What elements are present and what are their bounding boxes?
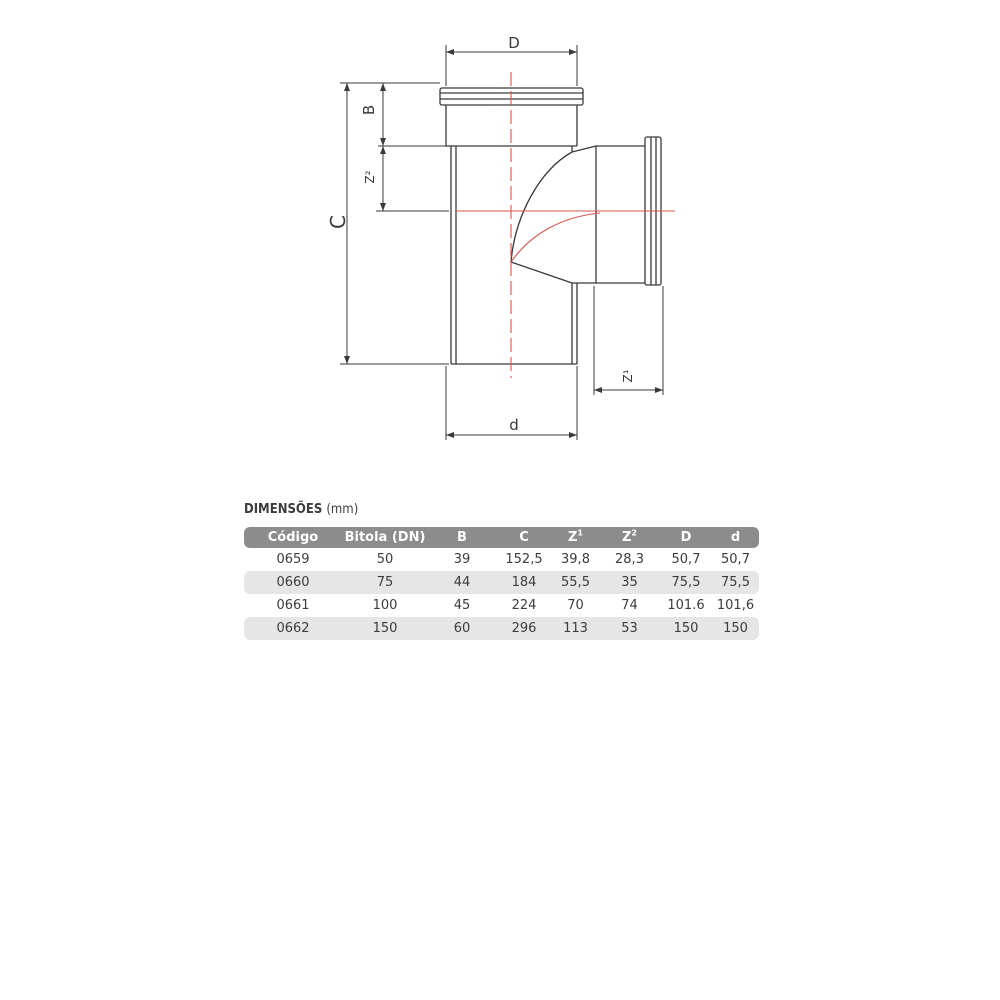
cell-d: 150 bbox=[712, 617, 759, 640]
header-Z1: $Z^1$ bbox=[552, 527, 599, 548]
tee-fitting-drawing bbox=[0, 0, 1000, 480]
header-bitola: Bitola (DN) bbox=[342, 527, 428, 548]
cell-B: 45 bbox=[453, 598, 471, 613]
cell-Z2: 74 bbox=[621, 598, 638, 613]
cell-C: 224 bbox=[511, 598, 537, 613]
cell-C: 296 bbox=[496, 617, 552, 640]
cell-codigo: 0661 bbox=[276, 598, 310, 613]
cell-B: 60 bbox=[428, 617, 496, 640]
dimensions-section bbox=[244, 500, 759, 640]
cell-D: 75,5 bbox=[660, 571, 712, 594]
cell-B: 44 bbox=[428, 571, 496, 594]
cell-D: 150 bbox=[660, 617, 712, 640]
cell-D: 50,7 bbox=[671, 552, 701, 567]
cell-codigo: 0659 bbox=[276, 552, 310, 567]
cell-Z2: 28,3 bbox=[615, 552, 644, 567]
main-body bbox=[451, 146, 577, 364]
dimensions-title: DIMENSÕES (mm) bbox=[244, 502, 359, 517]
dimensions-table bbox=[244, 527, 759, 640]
dimension-lines bbox=[340, 45, 663, 440]
cell-d: 50,7 bbox=[721, 552, 750, 567]
cell-codigo: 0660 bbox=[244, 571, 342, 594]
label-Z1: Z¹ bbox=[621, 369, 635, 383]
header-codigo: Código bbox=[244, 527, 342, 548]
cell-bitola: 50 bbox=[376, 552, 394, 567]
dimensions-unit: (mm) bbox=[326, 502, 359, 517]
cell-Z1: 55,5 bbox=[552, 571, 599, 594]
header-d: d bbox=[712, 527, 759, 548]
cell-Z2: 35 bbox=[599, 571, 660, 594]
cell-B: 39 bbox=[453, 552, 471, 567]
cell-d: 101,6 bbox=[716, 598, 755, 613]
cell-bitola: 75 bbox=[342, 571, 428, 594]
label-D: D bbox=[508, 34, 520, 52]
label-Z2: Z² bbox=[363, 170, 377, 184]
table-row bbox=[244, 594, 759, 617]
header-B: B bbox=[428, 527, 496, 548]
cell-Z2: 53 bbox=[599, 617, 660, 640]
cell-D: 101.6 bbox=[667, 598, 705, 613]
cell-Z1: 113 bbox=[552, 617, 599, 640]
table-row bbox=[244, 617, 759, 640]
dimension-arrows bbox=[344, 49, 663, 438]
cell-d: 75,5 bbox=[712, 571, 759, 594]
label-B: B bbox=[360, 104, 378, 116]
centerlines bbox=[456, 72, 675, 378]
cell-bitola: 150 bbox=[342, 617, 428, 640]
label-C: C bbox=[326, 215, 350, 229]
cell-Z1: 39,8 bbox=[561, 552, 590, 567]
cell-C: 152,5 bbox=[505, 552, 543, 567]
cell-bitola: 100 bbox=[372, 598, 398, 613]
cell-codigo: 0662 bbox=[244, 617, 342, 640]
cell-Z1: 70 bbox=[567, 598, 584, 613]
header-D: D bbox=[660, 527, 712, 548]
table-header-row bbox=[244, 527, 759, 548]
header-Z2: $Z^2$ bbox=[599, 527, 660, 548]
label-d: d bbox=[509, 416, 519, 434]
table-row bbox=[244, 548, 759, 571]
cell-C: 184 bbox=[496, 571, 552, 594]
header-C: C bbox=[496, 527, 552, 548]
table-row bbox=[244, 571, 759, 594]
